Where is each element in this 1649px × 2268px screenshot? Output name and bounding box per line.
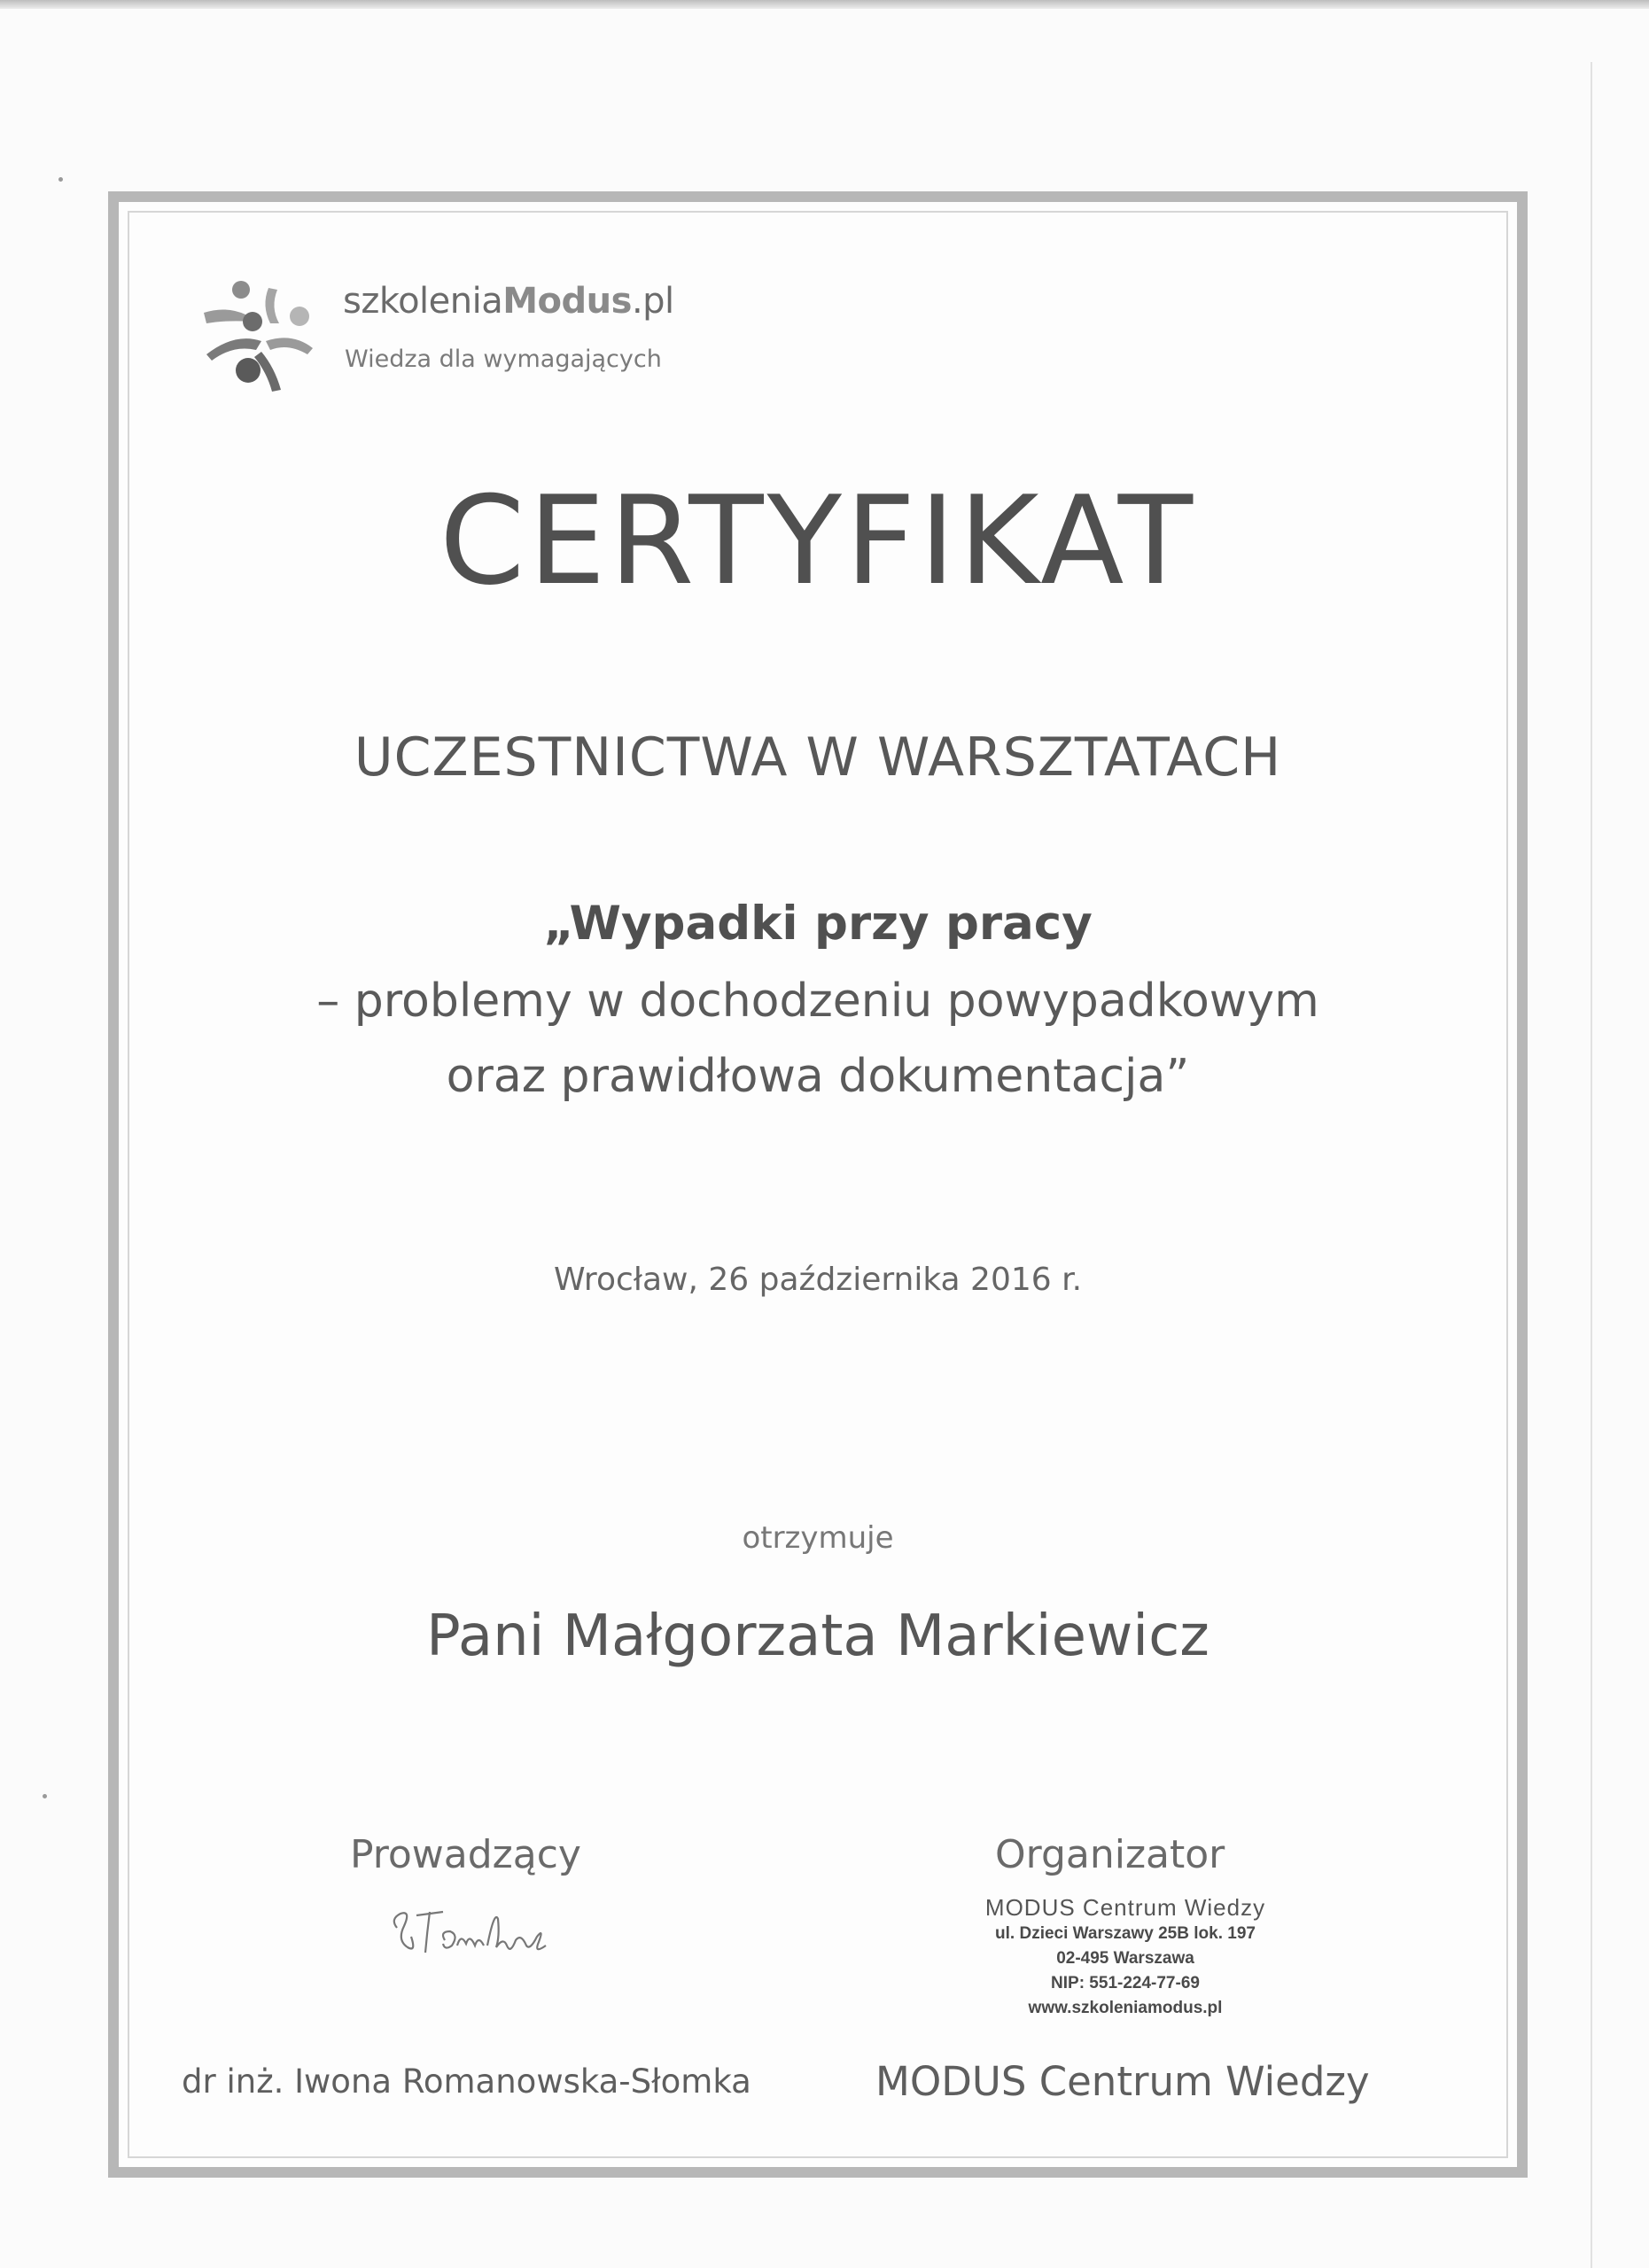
scan-edge-top bbox=[0, 0, 1649, 9]
logo-people-icon bbox=[199, 270, 323, 394]
recipient-name: Pani Małgorzata Markiewicz bbox=[426, 1604, 1210, 1669]
workshop-topic-line-1: „Wypadki przy pracy bbox=[543, 897, 1093, 951]
scan-edge-right bbox=[1591, 62, 1592, 2268]
certificate-title: CERTYFIKAT bbox=[439, 470, 1197, 612]
stamp-company-name: MODUS Centrum Wiedzy bbox=[984, 1894, 1266, 1921]
stamp-website: www.szkoleniamodus.pl bbox=[1028, 1999, 1223, 2017]
organizer-name: MODUS Centrum Wiedzy bbox=[875, 2058, 1370, 2105]
organizer-label: Organizator bbox=[995, 1832, 1225, 1877]
certificate-subtitle: UCZESTNICTWA W WARSZTATACH bbox=[354, 726, 1282, 788]
leader-name: dr inż. Iwona Romanowska-Słomka bbox=[182, 2062, 751, 2101]
stamp-nip: NIP: 551-224-77-69 bbox=[1051, 1974, 1200, 1992]
organizer-stamp bbox=[957, 1894, 1294, 2021]
handwritten-signature-icon bbox=[381, 1901, 558, 1972]
leader-label: Prowadzący bbox=[350, 1832, 581, 1877]
place-and-date: Wrocław, 26 października 2016 r. bbox=[553, 1262, 1083, 1298]
logo bbox=[199, 270, 749, 394]
stamp-postal: 02-495 Warszawa bbox=[1056, 1949, 1194, 1968]
workshop-topic-line-3: oraz prawidłowa dokumentacja” bbox=[446, 1050, 1190, 1103]
logo-tagline: Wiedza dla wymagających bbox=[345, 346, 662, 373]
scan-speck bbox=[43, 1794, 47, 1798]
stamp-address: ul. Dzieci Warszawy 25B lok. 197 bbox=[995, 1924, 1256, 1943]
scan-speck bbox=[58, 177, 63, 182]
workshop-topic-line-2: – problemy w dochodzeniu powypadkowym bbox=[316, 975, 1319, 1028]
receives-label: otrzymuje bbox=[742, 1520, 894, 1556]
logo-site-name: szkoleniaModus.pl bbox=[343, 281, 674, 322]
